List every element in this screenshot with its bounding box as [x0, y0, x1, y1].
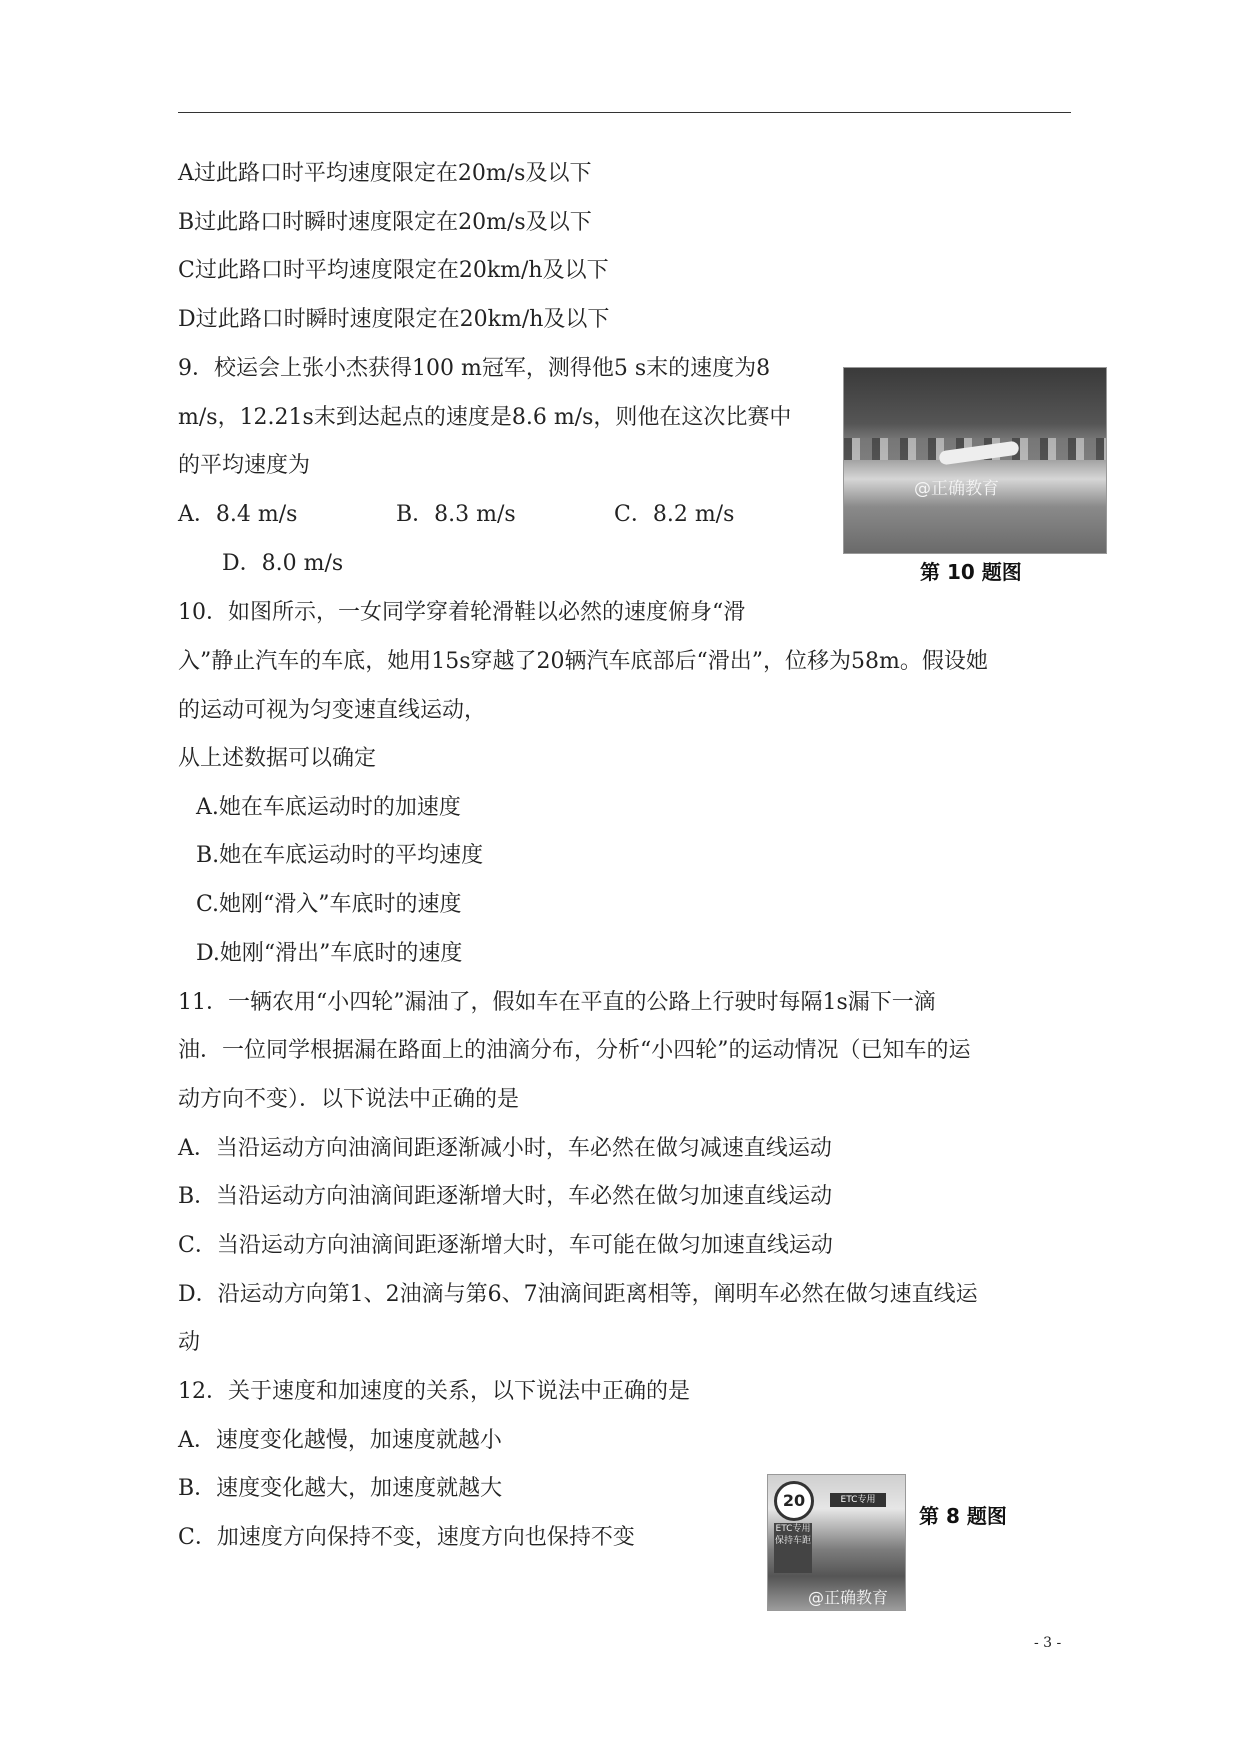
figure-10-watermark: @正确教育	[914, 479, 999, 499]
q8-option-b: B过此路口时瞬时速度限定在20m/s及以下	[178, 210, 592, 235]
q9-option-a: A．8.4 m/s	[178, 502, 298, 527]
q12-option-a: A．速度变化越慢，加速度就越小	[178, 1428, 502, 1453]
q8-option-a: A过此路口时平均速度限定在20m/s及以下	[178, 161, 592, 186]
q10-option-b: B.她在车底运动时的平均速度	[196, 843, 484, 868]
q10-stem-line-1: 10．如图所示，一女同学穿着轮滑鞋以必然的速度俯身“滑	[178, 600, 746, 625]
q11-stem-line-1: 11．一辆农用“小四轮”漏油了，假如车在平直的公路上行驶时每隔1s漏下一滴	[178, 990, 936, 1015]
q8-option-d: D过此路口时瞬时速度限定在20km/h及以下	[178, 307, 610, 332]
q10-option-a: A.她在车底运动时的加速度	[196, 795, 461, 820]
q10-stem-line-2: 入”静止汽车的车底，她用15s穿越了20辆汽车底部后“滑出”，位移为58m。假设她	[178, 649, 988, 674]
q11-option-d-continued: 动	[178, 1330, 201, 1355]
q9-stem-line-1: 9．校运会上张小杰获得100 m冠军，测得他5 s末的速度为8	[178, 356, 771, 381]
q12-option-c: C．加速度方向保持不变，速度方向也保持不变	[178, 1525, 635, 1550]
q12-stem: 12．关于速度和加速度的关系，以下说法中正确的是	[178, 1379, 690, 1404]
q11-stem-line-2: 油．一位同学根据漏在路面上的油滴分布，分析“小四轮”的运动情况（已知车的运	[178, 1038, 971, 1063]
speed-limit-sign: 20	[774, 1481, 814, 1521]
q10-stem-line-3: 的运动可视为匀变速直线运动，	[178, 698, 487, 723]
header-rule	[178, 112, 1071, 113]
q11-stem-line-3: 动方向不变）．以下说法中正确的是	[178, 1087, 520, 1112]
q11-option-d: D．沿运动方向第1、2油滴与第6、7油滴间距离相等，阐明车必然在做匀速直线运	[178, 1282, 978, 1307]
q8-option-c: C过此路口时平均速度限定在20km/h及以下	[178, 258, 609, 283]
q12-option-b: B．速度变化越大，加速度就越大	[178, 1476, 503, 1501]
q9-option-c: C．8.2 m/s	[614, 502, 735, 527]
q11-option-c: C．当沿运动方向油滴间距逐渐增大时，车可能在做匀加速直线运动	[178, 1233, 833, 1258]
figure-8-watermark: @正确教育	[808, 1588, 889, 1607]
etc-overhead-sign: ETC专用	[830, 1493, 886, 1507]
q11-option-b: B．当沿运动方向油滴间距逐渐增大时，车必然在做匀加速直线运动	[178, 1184, 833, 1209]
etc-lane-board: ETC专用 保持车距	[774, 1523, 812, 1573]
q10-stem-line-4: 从上述数据可以确定	[178, 746, 377, 771]
figure-10-photo	[843, 367, 1107, 554]
page-number: - 3 -	[1034, 1635, 1062, 1651]
figure-8-photo	[767, 1474, 906, 1611]
q9-stem-line-2: m/s，12.21s末到达起点的速度是8.6 m/s，则他在这次比赛中	[178, 405, 792, 430]
q10-option-d: D.她刚“滑出”车底时的速度	[196, 941, 463, 966]
q9-option-d: D．8.0 m/s	[222, 551, 344, 576]
figure-10-caption: 第 10 题图	[920, 560, 1022, 584]
figure-8-caption: 第 8 题图	[919, 1504, 1007, 1528]
q11-option-a: A．当沿运动方向油滴间距逐渐减小时，车必然在做匀减速直线运动	[178, 1136, 832, 1161]
q10-option-c: C.她刚“滑入”车底时的速度	[196, 892, 462, 917]
q9-option-b: B．8.3 m/s	[396, 502, 516, 527]
q9-stem-line-3: 的平均速度为	[178, 453, 311, 478]
